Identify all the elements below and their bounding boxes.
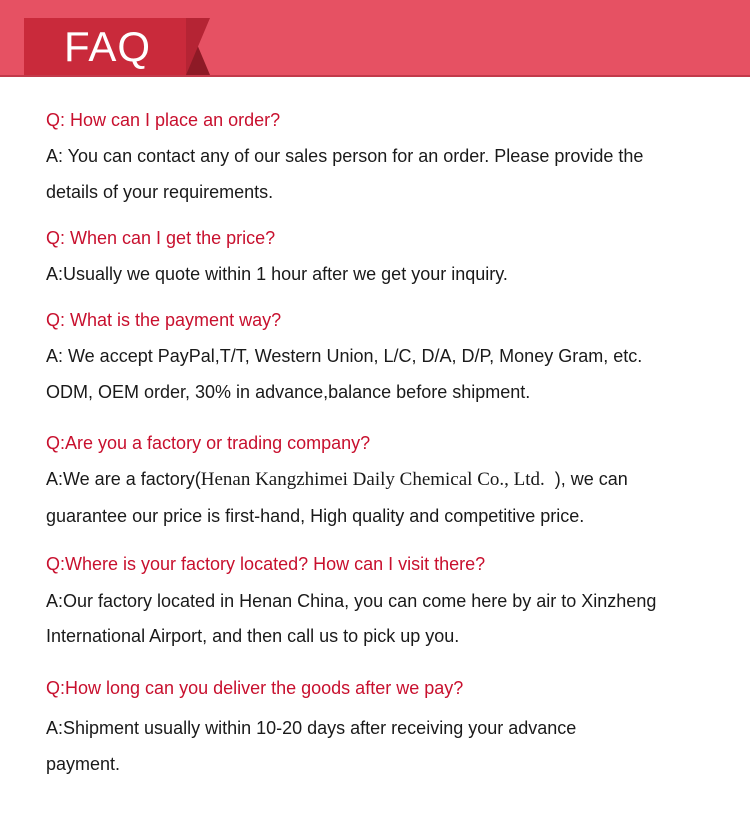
faq-question-delivery: Q:How long can you deliver the goods after we pay? [46,678,464,698]
faq-answer-delivery-line1: A:Shipment usually within 10-20 days after receiving your advance [46,718,577,738]
company-name: Henan Kangzhimei Daily Chemical Co., Ltd. [200,469,545,490]
faq-answer-order-line2: details of your requirements. [46,182,274,202]
page-title: FAQ [64,23,152,70]
faq-answer-order-line1: A: You can contact any of our sales person for an order. Please provide the [46,146,644,166]
faq-answer-location-line1: A:Our factory located in Henan China, you can come here by air to Xinzheng [46,591,657,611]
faq-answer-payment-line1: A: We accept PayPal,T/T, Western Union, L/C, D/A, D/P, Money Gram, etc. [46,346,643,366]
faq-question-price: Q: When can I get the price? [46,228,276,248]
faq-answer-price-line1: A:Usually we quote within 1 hour after we get your inquiry. [46,264,508,284]
faq-question-factory: Q:Are you a factory or trading company? [46,433,371,453]
faq-question-order: Q: How can I place an order? [46,110,281,130]
tab-fold [186,18,210,75]
faq-answer-factory-post: ), we can [554,469,628,489]
faq-answer-factory-line2: guarantee our price is first-hand, High quality and competitive price. [46,506,585,526]
faq-answer-delivery-line2: payment. [46,754,121,774]
faq-answer-factory-line1 [46,469,628,491]
faq-answer-payment-line2: ODM, OEM order, 30% in advance,balance before shipment. [46,382,531,402]
header-divider [0,75,750,77]
faq-answer-factory-pre: A:We are a factory( [46,469,201,489]
faq-question-location: Q:Where is your factory located? How can I visit there? [46,554,486,574]
faq-answer-location-line2: International Airport, and then call us to pick up you. [46,626,460,646]
faq-question-payment: Q: What is the payment way? [46,310,282,330]
